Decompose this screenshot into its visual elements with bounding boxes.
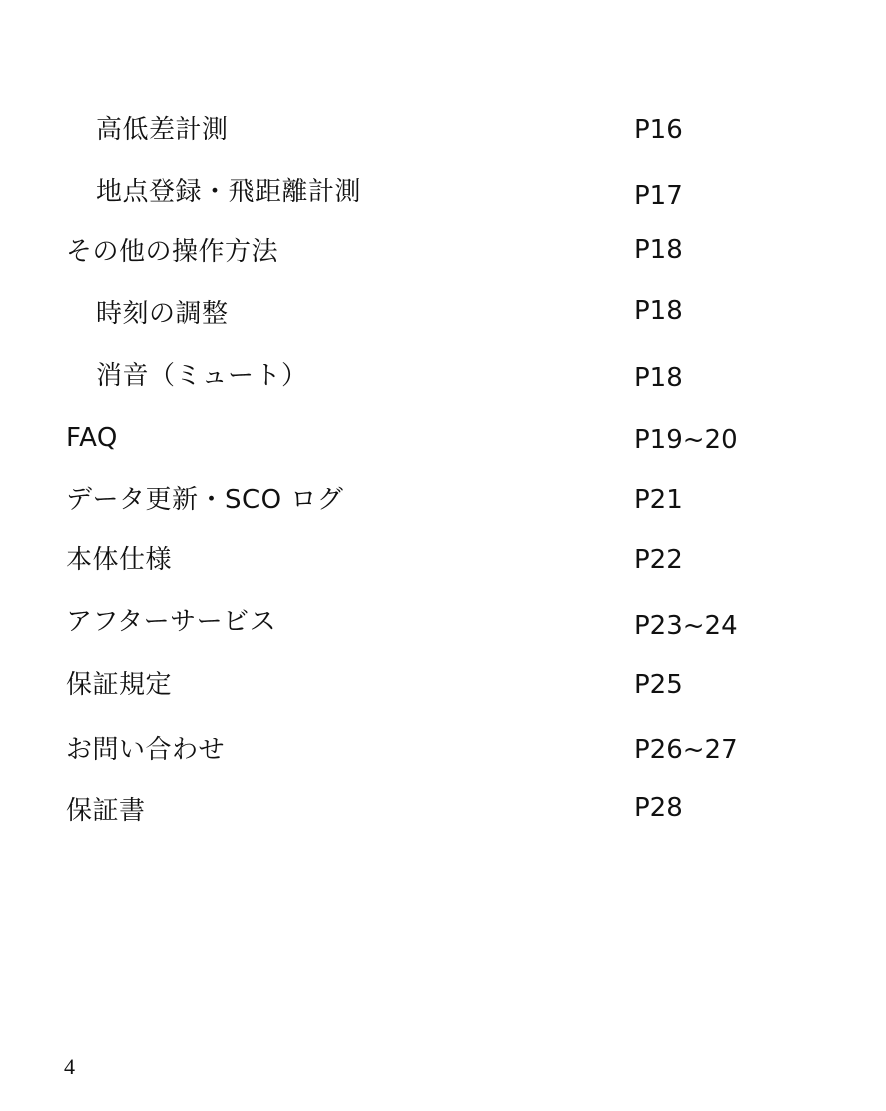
toc-entry-page: P19~20 xyxy=(634,425,738,455)
toc-entry-title: 保証書 xyxy=(66,796,146,826)
toc-entry xyxy=(0,172,886,212)
toc-entry-title: FAQ xyxy=(66,423,118,453)
toc-entry-page: P16 xyxy=(634,115,683,145)
toc-entry-page: P18 xyxy=(634,235,683,265)
toc-entry-title: データ更新・SCO ログ xyxy=(66,485,344,515)
toc-entry xyxy=(0,730,886,770)
toc-entry-page: P18 xyxy=(634,363,683,393)
toc-entry-title: 地点登録・飛距離計測 xyxy=(96,177,362,207)
toc-entry-page: P25 xyxy=(634,670,683,700)
toc-entry-title: 消音（ミュート） xyxy=(96,361,308,391)
toc-entry-page: P28 xyxy=(634,793,683,823)
toc-entry xyxy=(0,232,886,272)
toc-entry-title: その他の操作方法 xyxy=(66,237,279,267)
toc-entry-page: P22 xyxy=(634,545,683,575)
toc-entry xyxy=(0,480,886,520)
toc-entry xyxy=(0,294,886,334)
toc-entry xyxy=(0,110,886,150)
toc-entry-title: アフターサービス xyxy=(66,607,277,637)
toc-entry-title: 保証規定 xyxy=(66,670,173,700)
toc-entry-page: P18 xyxy=(634,296,683,326)
toc-entry-title: 本体仕様 xyxy=(66,545,173,575)
toc-entry-title: お問い合わせ xyxy=(66,735,226,765)
toc-entry-title: 高低差計測 xyxy=(96,115,229,145)
toc-entry-title: 時刻の調整 xyxy=(96,299,229,329)
toc-entry xyxy=(0,791,886,831)
toc-entry-page: P26~27 xyxy=(634,735,738,765)
toc-entry xyxy=(0,356,886,396)
toc-entry-page: P17 xyxy=(634,181,683,211)
toc-entry xyxy=(0,418,886,458)
page-number: 4 xyxy=(64,1054,75,1079)
toc-entry xyxy=(0,602,886,642)
toc-entry-page: P23~24 xyxy=(634,611,738,641)
toc-entry-page: P21 xyxy=(634,485,683,515)
toc-entry xyxy=(0,665,886,705)
toc-entry xyxy=(0,540,886,580)
